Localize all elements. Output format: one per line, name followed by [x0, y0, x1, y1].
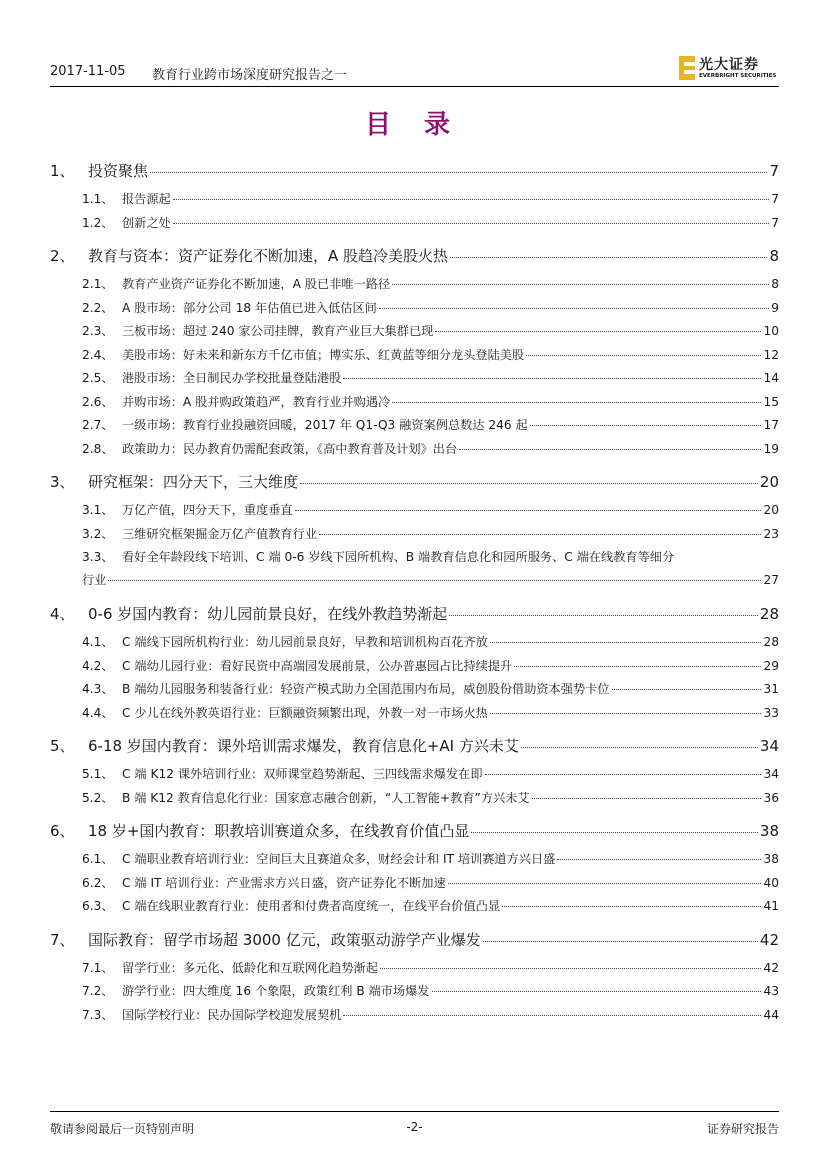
dot-leader: [173, 223, 769, 224]
toc-entry-text: 游学行业：四大维度 16 个象限，政策红利 B 端市场爆发: [122, 984, 430, 998]
toc-section-entry[interactable]: [82, 633, 779, 650]
toc-chapter-entry[interactable]: [50, 820, 779, 841]
toc-section-entry[interactable]: [82, 275, 779, 292]
toc-entry-number: 1、: [50, 162, 75, 180]
toc-entry-number: 2.5、: [82, 371, 114, 385]
toc-entry-number: 5.1、: [82, 767, 114, 781]
toc-entry-number: 5.2、: [82, 790, 114, 805]
toc-chapter-entry[interactable]: [50, 160, 779, 181]
dot-leader: [449, 615, 758, 616]
toc-entry-number: 4.1、: [82, 635, 114, 649]
toc-section-entry[interactable]: [82, 765, 779, 782]
toc-entry-text: C 端职业教育培训行业：空间巨大且赛道众多，财经会计和 IT 培训赛道方兴日盛: [122, 852, 556, 866]
toc-entry-page: 40: [763, 875, 779, 890]
toc-entry-page: 38: [763, 852, 779, 866]
toc-entry-text: 三板市场：超过 240 家公司挂牌，教育产业巨大集群已现: [122, 324, 434, 338]
dot-leader: [502, 906, 761, 907]
toc-entry-text: 国际学校行业：民办国际学校迎发展契机: [122, 1007, 342, 1022]
toc-entry-number: 4.4、: [82, 705, 114, 720]
toc-entry-text: A 股市场：部分公司 18 年估值已进入低估区间: [122, 300, 377, 315]
toc-entry-text: 研究框架：四分天下，三大维度: [88, 473, 299, 491]
dot-leader: [295, 510, 762, 511]
toc-section-entry[interactable]: [82, 214, 779, 231]
report-type: 证券研究报告: [706, 1122, 779, 1136]
toc-chapter-entry[interactable]: [50, 735, 779, 756]
logo-english-name: EVERBRIGHT SECURITIES: [699, 73, 777, 79]
everbright-logo: [679, 54, 779, 82]
toc-entry-number: 2、: [50, 247, 75, 265]
toc-entry-text: 三维研究框架掘金万亿产值教育行业: [122, 526, 317, 541]
toc-entry-number: 2.7、: [82, 418, 114, 432]
dot-leader: [450, 257, 767, 258]
toc-entry-number: 7.2、: [82, 984, 114, 998]
toc-entry-text: 18 岁+国内教育：职教培训赛道众多，在线教育价值凸显: [88, 822, 470, 840]
dot-leader: [483, 941, 758, 942]
toc-entry-text: C 端线下园所机构行业：幼儿园前景良好，早教和培训机构百花齐放: [122, 635, 488, 649]
toc-section-entry[interactable]: [82, 850, 779, 867]
toc-entry-number: 2.1、: [82, 277, 114, 291]
toc-entry-page: 29: [763, 658, 779, 673]
dot-leader: [532, 798, 762, 799]
dot-leader: [612, 689, 762, 690]
toc-section-entry[interactable]: [82, 440, 779, 457]
toc-entry-text: 港股市场：全日制民办学校批量登陆港股: [122, 371, 342, 385]
toc-entry-page: 36: [763, 790, 779, 805]
toc-entry-number: 2.8、: [82, 441, 114, 456]
toc-entry-text: 万亿产值，四分天下，重度垂直: [122, 503, 293, 517]
toc-entry-number: 2.4、: [82, 347, 114, 362]
toc-entry-page: 10: [763, 324, 779, 338]
toc-entry-number: 3.3、: [82, 550, 114, 564]
toc-title: 目 录: [364, 110, 463, 140]
dot-leader: [300, 483, 758, 484]
toc-entry-text: 美股市场：好未来和新东方千亿市值；博实乐、红黄蓝等细分龙头登陆美股: [122, 347, 525, 362]
dot-leader: [471, 832, 757, 833]
toc-entry-text: 报告源起: [122, 192, 171, 206]
toc-entry-page: 44: [763, 1007, 779, 1022]
toc-section-entry[interactable]: [82, 874, 779, 891]
toc-entry-text: 6-18 岁国内教育：课外培训需求爆发，教育信息化+AI 方兴未艾: [88, 737, 519, 755]
toc-entry-text: 一级市场：教育行业投融资回暖，2017 年 Q1-Q3 融资案例总数达 246 起: [122, 418, 528, 432]
toc-entry-page: 20: [759, 473, 779, 491]
toc-entry-text: 0-6 岁国内教育：幼儿园前景良好，在线外教趋势渐起: [88, 605, 448, 623]
dot-leader: [319, 534, 761, 535]
toc-entry-page: 43: [763, 984, 779, 998]
dot-leader: [490, 713, 762, 714]
everbright-logo-mark-icon: [679, 56, 695, 80]
toc-entry-number: 2.3、: [82, 324, 114, 338]
toc-entry-page: 38: [759, 822, 779, 840]
toc-entry-text: 投资聚焦: [88, 162, 149, 180]
toc-entry-text: C 端在线职业教育行业：使用者和付费者高度统一，在线平台价值凸显: [122, 899, 501, 913]
toc-chapter-entry[interactable]: [50, 471, 779, 492]
dot-leader: [448, 883, 762, 884]
toc-entry-number: 2.6、: [82, 394, 114, 409]
toc-entry-text: 政策助力：民办教育仍需配套政策，《高中教育普及计划》出台: [122, 441, 458, 456]
toc-entry-page: 15: [763, 394, 779, 409]
toc-entry-page: 23: [763, 526, 779, 541]
toc-section-entry[interactable]: [82, 959, 779, 976]
toc-section-entry[interactable]: [82, 393, 779, 410]
toc-entry-page: 33: [763, 705, 779, 720]
toc-entry-page: 19: [763, 441, 779, 456]
toc-entry-text: B 端幼儿园服务和装备行业：轻资产模式助力全国范围内布局，威创股份借助资本强势卡位: [122, 682, 610, 696]
toc-entry-page: 7: [771, 215, 779, 230]
dot-leader: [459, 449, 761, 450]
dot-leader: [530, 425, 762, 426]
dot-leader: [557, 859, 761, 860]
toc-entry-text: 国际教育：留学市场超 3000 亿元，政策驱动游学产业爆发: [88, 930, 481, 949]
toc-entry-text: C 端 IT 培训行业：产业需求方兴日盛，资产证券化不断加速: [122, 875, 446, 890]
toc-entry-number: 6、: [50, 822, 75, 840]
toc-entry-number: 1.2、: [82, 215, 114, 230]
toc-entry-text: 看好全年龄段线下培训、C 端 0-6 岁线下园所机构、B 端教育信息化和园所服务、C 端在线教育等细分: [122, 550, 675, 564]
toc-entry-text: B 端 K12 教育信息化行业：国家意志融合创新，“人工智能+教育”方兴未艾: [122, 790, 530, 805]
toc-entry-number: 6.3、: [82, 899, 114, 913]
page-footer: [50, 1111, 779, 1140]
toc-entry-text: C 端幼儿园行业：看好民资中高端园发展前景，公办普惠园占比持续提升: [122, 658, 513, 673]
toc-entry-page: 7: [769, 162, 779, 180]
toc-section-entry[interactable]: [82, 1006, 779, 1023]
dot-leader: [435, 331, 761, 332]
logo-chinese-name: 光大证券: [699, 57, 759, 73]
dot-leader: [485, 774, 762, 775]
page-number: -2-: [406, 1120, 423, 1134]
toc-section-entry[interactable]: [82, 501, 779, 518]
toc-section-entry[interactable]: [82, 657, 779, 674]
toc-entry-page: 28: [763, 635, 779, 649]
toc-entry-page: 8: [771, 277, 779, 291]
toc-entry-number: 7.1、: [82, 960, 114, 975]
report-series-title: 教育行业跨市场深度研究报告之一: [152, 68, 348, 83]
toc-section-entry[interactable]: [82, 789, 779, 806]
toc-entry-number: 2.2、: [82, 300, 114, 315]
report-date: 2017-11-05: [50, 64, 126, 79]
page-header: [50, 52, 779, 87]
dot-leader: [432, 991, 762, 992]
toc-entry-page: 9: [771, 300, 779, 315]
toc-entry-number: 7.3、: [82, 1007, 114, 1022]
toc-entry-page: 41: [763, 899, 779, 913]
dot-leader: [150, 172, 767, 173]
toc-entry-number: 7、: [50, 930, 75, 949]
toc-entry-number: 5、: [50, 737, 75, 755]
toc-entry-page: 34: [763, 767, 779, 781]
toc-section-entry[interactable]: [82, 525, 779, 542]
dot-leader: [514, 666, 761, 667]
toc-entry-text: C 少儿在线外教英语行业：巨额融资频繁出现，外教一对一市场火热: [122, 705, 488, 720]
dot-leader: [392, 402, 761, 403]
toc-chapter-entry[interactable]: [50, 603, 779, 624]
disclaimer-note: 敬请参阅最后一页特别声明: [50, 1122, 195, 1136]
toc-entry-page: 34: [759, 737, 779, 755]
dot-leader: [108, 580, 761, 581]
toc-entry-number: 4.3、: [82, 682, 114, 696]
toc-entry-text: C 端 K12 课外培训行业：双师课堂趋势渐起、三四线需求爆发在即: [122, 767, 483, 781]
toc-entry-text: 教育产业资产证券化不断加速，A 股已非唯一路径: [122, 277, 391, 291]
toc-section-entry[interactable]: [82, 982, 779, 999]
toc-entry[interactable]: [82, 548, 779, 565]
toc-entry-number: 4.2、: [82, 658, 114, 673]
toc-entry-page: 14: [763, 371, 779, 385]
dot-leader: [392, 284, 769, 285]
toc-entry-page: 27: [763, 573, 779, 587]
dot-leader: [343, 378, 761, 379]
toc-entry-number: 3、: [50, 473, 75, 491]
toc-entry-page: 28: [759, 605, 779, 623]
toc-entry-text-continued: 行业: [82, 573, 107, 587]
toc-section-entry[interactable]: [82, 680, 779, 697]
toc-section-entry[interactable]: [82, 369, 779, 386]
toc-chapter-entry[interactable]: [50, 929, 779, 950]
toc-entry-number: 1.1、: [82, 192, 114, 206]
toc-section-entry[interactable]: [82, 897, 779, 914]
toc-section-entry[interactable]: [82, 299, 779, 316]
toc-entry-text: 教育与资本：资产证券化不断加速，A 股趋冷美股火热: [88, 247, 449, 265]
toc-section-entry[interactable]: [82, 322, 779, 339]
toc-entry-page: 31: [763, 682, 779, 696]
toc-entry-page: 17: [763, 418, 779, 432]
dot-leader: [521, 747, 758, 748]
toc-section-entry[interactable]: [82, 346, 779, 363]
toc-entry-number: 3.1、: [82, 503, 114, 517]
dot-leader: [173, 199, 769, 200]
toc-entry-page: 7: [771, 192, 779, 206]
toc-entry-page: 12: [763, 347, 779, 362]
dot-leader: [379, 308, 769, 309]
toc-section-entry[interactable]: [82, 190, 779, 207]
toc-section-entry[interactable]: [82, 416, 779, 433]
dot-leader: [490, 642, 762, 643]
toc-entry-continuation[interactable]: [82, 571, 779, 588]
toc-entry-number: 3.2、: [82, 526, 114, 541]
dot-leader: [380, 968, 762, 969]
toc-entry-text: 创新之处: [122, 215, 171, 230]
toc-entry-text: 留学行业：多元化、低龄化和互联网化趋势渐起: [122, 960, 378, 975]
toc-section-entry[interactable]: [82, 704, 779, 721]
toc-entry-number: 6.1、: [82, 852, 114, 866]
toc-entry-page: 8: [769, 247, 779, 265]
toc-entry-number: 4、: [50, 605, 75, 623]
toc-chapter-entry[interactable]: [50, 245, 779, 266]
dot-leader: [526, 355, 761, 356]
toc-entry-number: 6.2、: [82, 875, 114, 890]
toc-entry-page: 20: [763, 503, 779, 517]
toc-entry-page: 42: [763, 960, 779, 975]
dot-leader: [343, 1015, 761, 1016]
toc-entry-page: 42: [759, 930, 779, 949]
toc-entry-text: 并购市场：A 股并购政策趋严，教育行业并购遇冷: [122, 394, 391, 409]
